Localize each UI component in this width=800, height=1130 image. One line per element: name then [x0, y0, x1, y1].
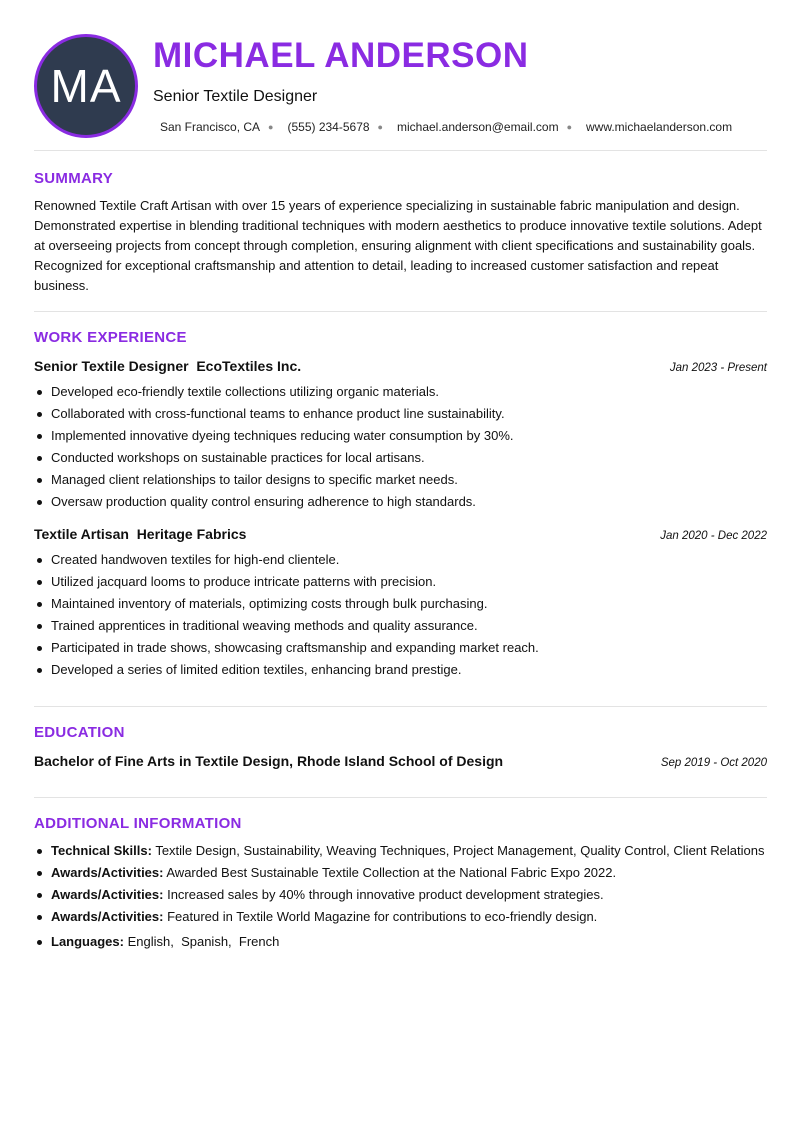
education-dates: Sep 2019 - Oct 2020	[660, 757, 767, 769]
divider	[34, 311, 767, 312]
list-item: Utilized jacquard looms to produce intricate patterns with precision.	[34, 571, 769, 593]
list-item: Managed client relationships to tailor designs to specific market needs.	[34, 469, 769, 491]
contact-bar	[160, 120, 732, 134]
job-dates: Jan 2020 - Dec 2022	[660, 530, 767, 542]
additional-heading: ADDITIONAL INFORMATION	[34, 815, 242, 832]
info-text: Awarded Best Sustainable Textile Collection at the National Fabric Expo 2022.	[166, 865, 617, 880]
info-text: English, Spanish, French	[127, 934, 280, 949]
list-item	[34, 841, 769, 860]
job-bullets	[34, 549, 769, 681]
additional-list	[34, 841, 769, 954]
list-item: Developed eco-friendly textile collections utilizing organic materials.	[34, 381, 769, 403]
list-item: Created handwoven textiles for high-end clientele.	[34, 549, 769, 571]
list-item: Maintained inventory of materials, optimizing costs through bulk purchasing.	[34, 593, 769, 615]
info-label: Awards/Activities:	[51, 887, 164, 902]
job-header	[34, 358, 767, 374]
job-bullets	[34, 381, 769, 513]
separator-dot-icon: ●	[268, 122, 274, 132]
experience-heading: WORK EXPERIENCE	[34, 329, 187, 346]
job-header	[34, 526, 767, 542]
info-text: Featured in Textile World Magazine for contributions to eco-friendly design.	[167, 909, 598, 924]
divider	[34, 797, 767, 798]
summary-text: Renowned Textile Craft Artisan with over 15 years of experience specializing in sustainable fabric manipulation and design. Demonstrated expertise in blending traditional techniques with modern aesthetics to produce innovative textile solutions. Adept at overseeing projects from concept through completion, ensuring alignment with client specifications and sustainability goals. Recognized for exceptional craftsmanship and attention to detail, leading to increased customer satisfaction and repeat business.	[34, 198, 762, 293]
list-item	[34, 863, 769, 882]
avatar	[34, 34, 138, 138]
list-item: Implemented innovative dyeing techniques reducing water consumption by 30%.	[34, 425, 769, 447]
list-item: Oversaw production quality control ensuring adherence to high standards.	[34, 491, 769, 513]
info-text: Increased sales by 40% through innovative product development strategies.	[167, 887, 604, 902]
education-entry	[34, 753, 767, 769]
job-dates: Jan 2023 - Present	[669, 362, 767, 374]
info-label: Languages:	[51, 934, 124, 949]
info-text: Textile Design, Sustainability, Weaving Techniques, Project Management, Quality Control, Client Relations	[155, 843, 765, 858]
divider	[34, 706, 767, 707]
job-role: Senior Textile Designer EcoTextiles Inc.	[34, 358, 302, 374]
candidate-title: Senior Textile Designer	[153, 88, 318, 105]
job-role: Textile Artisan Heritage Fabrics	[34, 526, 247, 542]
list-item: Participated in trade shows, showcasing craftsmanship and expanding market reach.	[34, 637, 769, 659]
contact-location: San Francisco, CA	[160, 120, 261, 134]
separator-dot-icon: ●	[566, 122, 573, 132]
list-item	[34, 907, 769, 926]
divider	[34, 150, 767, 151]
contact-phone: (555) 234-5678	[287, 120, 370, 134]
list-item: Conducted workshops on sustainable practices for local artisans.	[34, 447, 769, 469]
education-heading: EDUCATION	[34, 724, 125, 741]
summary-heading: SUMMARY	[34, 170, 114, 187]
degree: Bachelor of Fine Arts in Textile Design, Rhode Island School of Design	[34, 753, 504, 769]
avatar-initials: MA	[50, 60, 122, 112]
list-item: Developed a series of limited edition textiles, enhancing brand prestige.	[34, 659, 769, 681]
list-item	[34, 885, 769, 904]
list-item: Trained apprentices in traditional weaving methods and quality assurance.	[34, 615, 769, 637]
list-item	[34, 932, 769, 951]
contact-email[interactable]: michael.anderson@email.com	[396, 120, 559, 134]
info-label: Awards/Activities:	[51, 909, 164, 924]
separator-dot-icon: ●	[377, 122, 383, 132]
contact-website[interactable]: www.michaelanderson.com	[586, 120, 733, 134]
list-item: Collaborated with cross-functional teams to enhance product line sustainability.	[34, 403, 769, 425]
info-label: Awards/Activities:	[51, 865, 164, 880]
info-label: Technical Skills:	[51, 843, 152, 858]
candidate-name: MICHAEL ANDERSON	[153, 36, 529, 75]
